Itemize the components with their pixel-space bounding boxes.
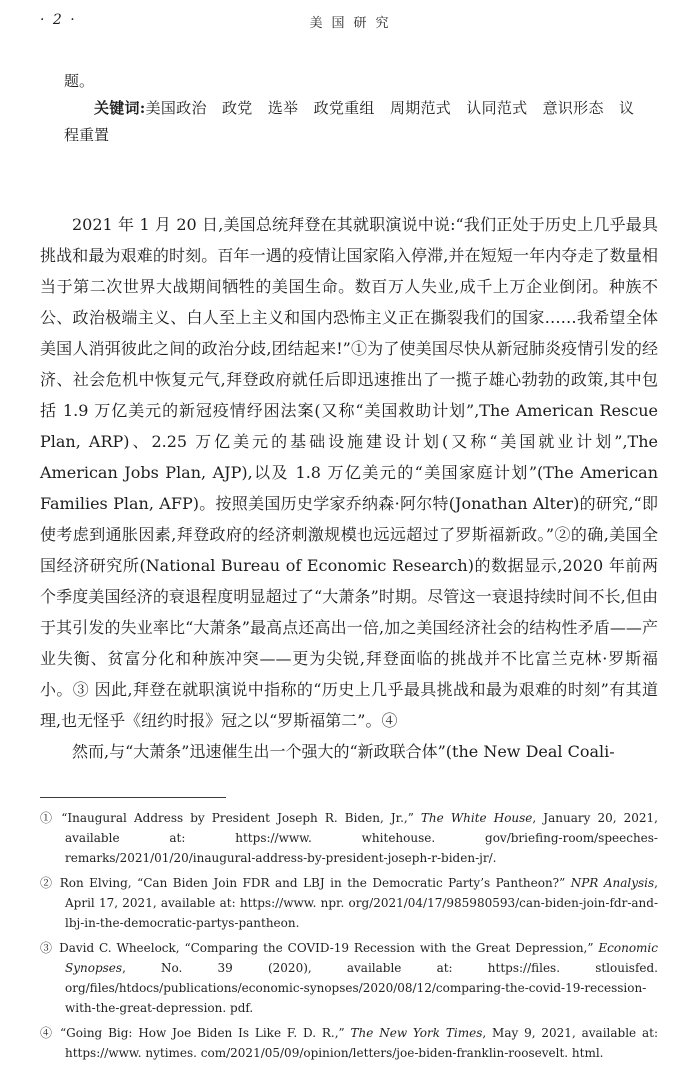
footnote-item <box>40 1023 658 1063</box>
keywords-label: 关键词: <box>94 99 146 117</box>
footnote-marker: ④ <box>40 1026 55 1040</box>
footnote-marker: ② <box>40 876 54 890</box>
keywords-line <box>64 95 634 149</box>
footnote-item <box>40 873 658 933</box>
footnote-item <box>40 808 658 868</box>
footnote-list <box>40 808 658 1063</box>
footnote-marker: ① <box>40 811 56 825</box>
abstract-block <box>64 68 634 149</box>
footnote-text: “Inaugural Address by President Joseph R. Biden, Jr.,” The White House, January 20, 2021, available at: https://www. whitehouse. gov/briefing-room/speeches-remarks/2021/01/20/inaugural-address-by-president-joseph-r-biden-jr/. <box>61 811 658 865</box>
page-number: · 2 · <box>40 12 77 28</box>
footnote-text: “Going Big: How Joe Biden Is Like F. D. R.,” The New York Times, May 9, 2021, available at: https://www. nytimes. com/2021/05/09/opinion/letters/joe-biden-franklin-roosevelt. html. <box>60 1026 659 1060</box>
page-header <box>40 12 658 34</box>
footnote-marker: ③ <box>40 941 54 955</box>
footnote-separator-rule <box>40 797 226 798</box>
keywords-terms: 美国政治 政党 选举 政党重组 周期范式 认同范式 意识形态 议程重置 <box>64 99 634 144</box>
abstract-continuation: 题。 <box>64 72 95 90</box>
footnote-text: David C. Wheelock, “Comparing the COVID-19 Recession with the Great Depression,” Economic Synopses, No. 39 (2020), available at: https://files. stlouisfed. org/files/htdocs/publications/economic-synopses/2020/08/12/comparing-the-covid-19-recession-with-the-great-depression. pdf. <box>59 941 658 1015</box>
article-body <box>40 209 658 767</box>
footnote-text: Ron Elving, “Can Biden Join FDR and LBJ in the Democratic Party’s Pantheon?” NPR Analysis, April 17, 2021, available at: https://www. npr. org/2021/04/17/985980593/can-biden-join-fdr-and-lbj-in-the-democratic-partys-pantheon. <box>59 876 658 930</box>
footnotes-section <box>40 797 658 1068</box>
body-paragraph-2: 然而,与“大萧条”迅速催生出一个强大的“新政联合体”(the New Deal Coali- <box>72 742 615 761</box>
journal-title: 美国研究 <box>309 16 398 31</box>
body-paragraph-1: 2021 年 1 月 20 日,美国总统拜登在其就职演说中说:“我们正处于历史上几乎最具挑战和最为艰难的时刻。百年一遇的疫情让国家陷入停滞,并在短短一年内夺走了数量相当于第二次世界大战期间牺牲的美国生命。数百万人失业,成千上万企业倒闭。种族不公、政治极端主义、白人至上主义和国内恐怖主义正在撕裂我们的国家……我希望全体美国人消弭彼此之间的政治分歧,团结起来!”①为了使美国尽快从新冠肺炎疫情引发的经济、社会危机中恢复元气,拜登政府就任后即迅速推出了一揽子雄心勃勃的政策,其中包括 1.9 万亿美元的新冠疫情纾困法案(又称“美国救助计划”,The American Rescue Plan, ARP)、2.25 万亿美元的基础设施建设计划(又称“美国就业计划”,The American Jobs Plan, AJP),以及 1.8 万亿美元的“美国家庭计划”(The American Families Plan, AFP)。按照美国历史学家乔纳森·阿尔特(Jonathan Alter)的研究,“即使考虑到通胀因素,拜登政府的经济刺激规模也远远超过了罗斯福新政。”②的确,美国全国经济研究所(National Bureau of Economic Research)的数据显示,2020 年前两个季度美国经济的衰退程度明显超过了“大萧条”时期。尽管这一衰退持续时间不长,但由于其引发的失业率比“大萧条”最高点还高出一倍,加之美国经济社会的结构性矛盾——产业失衡、贫富分化和种族冲突——更为尖锐,拜登面临的挑战并不比富兰克林·罗斯福小。③ 因此,拜登在就职演说中指称的“历史上几乎最具挑战和最为艰难的时刻”有其道理,也无怪乎《纽约时报》冠之以“罗斯福第二”。④ <box>40 215 658 730</box>
footnote-item <box>40 938 658 1018</box>
